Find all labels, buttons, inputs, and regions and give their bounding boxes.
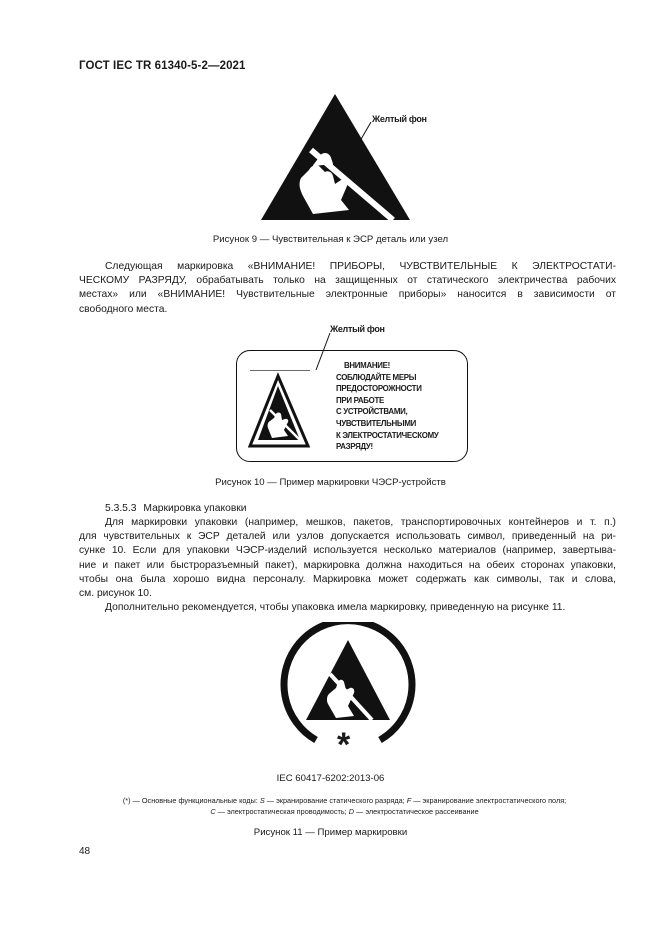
paragraph-line: для чувствительных к ЭСР деталей или узлов допускается использовать символ, приведенный на ри- (79, 531, 616, 543)
page-number: 48 (79, 846, 91, 857)
warning-line: ЧУВСТВИТЕЛЬНЫМИ (336, 418, 417, 428)
section-title: Маркировка упаковки (143, 503, 247, 514)
warning-text-block (336, 360, 439, 453)
paragraph-line: чтобы она была хорошо видна персоналу. Маркировка может содержать как символы, так и слова, (79, 573, 616, 585)
warning-line: ПРИ РАБОТЕ (336, 395, 384, 405)
document-header: ГОСТ IEC TR 61340-5-2—2021 (79, 60, 246, 72)
warning-line: ВНИМАНИЕ! (344, 361, 390, 370)
warning-line: ПРЕДОСТОРОЖНОСТИ (336, 384, 422, 394)
figure-9-caption: Рисунок 9 — Чувствительная к ЭСР деталь или узел (212, 234, 449, 245)
paragraph-line: Следующая маркировка «ВНИМАНИЕ! ПРИБОРЫ, ЧУВСТВИТЕЛЬНЫЕ К ЭЛЕКТРОСТАТИ- (105, 261, 616, 272)
figure-11-caption: Рисунок 11 — Пример маркировки (253, 827, 408, 838)
paragraph-line: ЧЕСКОМУ РАЗРЯДУ, обрабатывать только на защищенных от статического электричества рабочих (79, 275, 616, 287)
paragraph-line: Для маркировки упаковки (например, мешков, пакетов, транспортировочных контейнеров и т. п.) (105, 517, 616, 528)
paragraph-line: свободного места. (79, 303, 168, 315)
esd-warning-triangle-icon (255, 92, 455, 224)
functional-codes-note (72, 795, 617, 817)
section-body (79, 516, 616, 615)
paragraph-line: см. рисунок 10. (79, 587, 152, 599)
note-line-1: (*) — Основные функциональные коды: S — экранирование статического разряда; F — экранирование электростатического поля; (122, 796, 567, 805)
warning-line: СОБЛЮДАЙТЕ МЕРЫ (336, 372, 417, 382)
paragraph-line: ние и пакет или быстроразъемный пакет), маркировка должна находиться на обеих сторонах упаковки, (79, 559, 616, 571)
figure-10-label: Желтый фон (330, 324, 385, 334)
figure-9 (255, 92, 455, 224)
note-line-2: C — электростатическая проводимость; D — электростатическое рассеивание (210, 807, 479, 816)
warning-line: С УСТРОЙСТВАМИ, (336, 407, 408, 417)
paragraph-marking (79, 260, 616, 317)
iec-reference: IEC 60417-6202:2013-06 (276, 773, 385, 784)
paragraph-additional: Дополнительно рекомендуется, чтобы упаковка имела маркировку, приведенную на рисунке 11. (105, 602, 566, 614)
section-number: 5.3.5.3 (105, 503, 137, 514)
figure-10-caption: Рисунок 10 — Пример маркировки ЧЭСР-устройств (215, 477, 446, 488)
section-heading (79, 502, 616, 516)
warning-line: РАЗРЯДУ! (336, 442, 373, 452)
paragraph-line: сунке 10. Если для упаковки ЧЭСР-изделий используется несколько материалов (например, завертыва- (79, 545, 616, 557)
paragraph-line: местах» или «ВНИМАНИЕ! Чувствительные электронные приборы» наносится в зависимости от (79, 289, 616, 301)
warning-line: К ЭЛЕКТРОСТАТИЧЕСКОМУ (336, 430, 439, 440)
functional-code-asterisk: * (337, 726, 351, 764)
esd-triangle-small-icon (248, 370, 312, 450)
figure-9-label: Желтый фон (372, 114, 427, 124)
